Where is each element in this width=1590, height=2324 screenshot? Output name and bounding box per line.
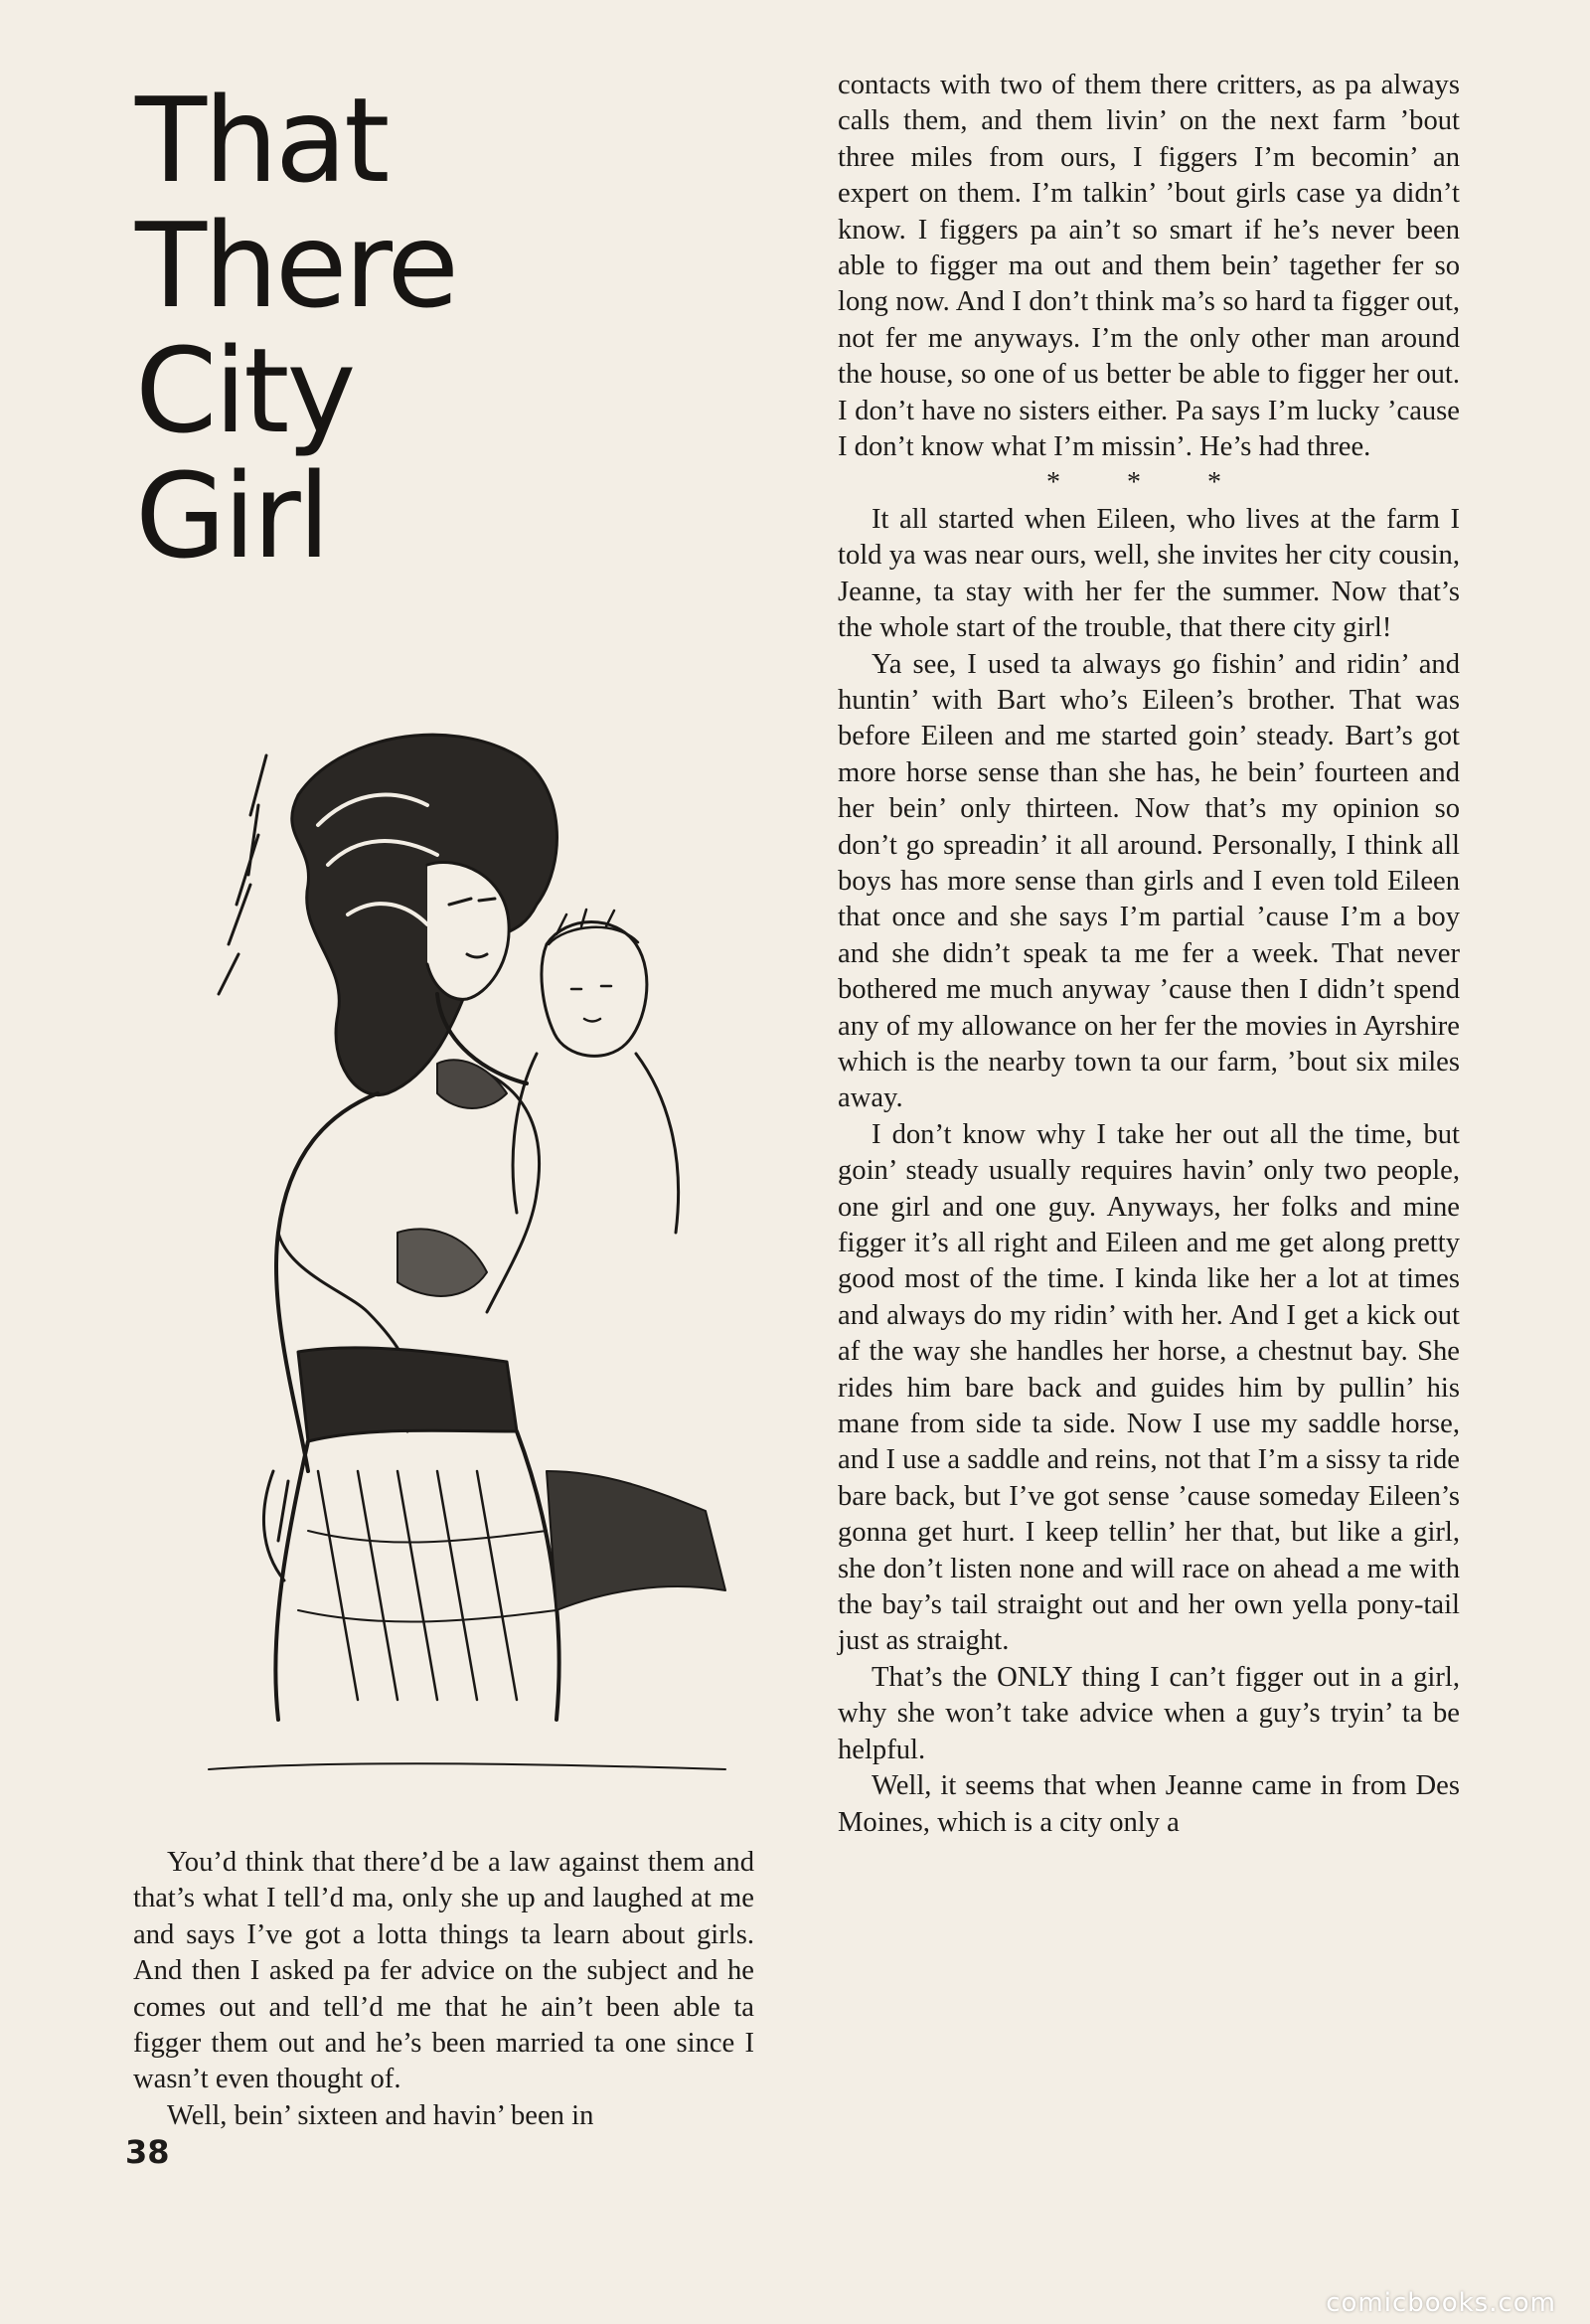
story-illustration xyxy=(189,716,745,1799)
story-title xyxy=(135,72,456,584)
title-line-2: There xyxy=(135,197,456,334)
section-separator: * * * xyxy=(1046,467,1251,499)
title-line-1: That xyxy=(135,72,388,209)
paragraph: That’s the ONLY thing I can’t figger out in a girl, why she won’t take advice when a guy’s tryin’ ta be helpful. xyxy=(838,1661,1460,1765)
paragraph: Well, it seems that when Jeanne came in from Des Moines, which is a city only a xyxy=(838,1770,1460,1838)
paragraph: contacts with two of them there critters, as pa always calls them, and them livin’ on the next farm ’bout three miles from ours, I figgers I’m becomin’ an expert on them. I’m talkin’ ’bout girls case ya didn’t know. I figgers pa ain’t so smart if he’s never been able to figger ma out and them bein’ tagether fer so long now. And I don’t think ma’s so hard ta figger out, not fer me anyways. I’m the only other man around the house, so one of us better be able to figger her out. I don’t have no sisters either. Pa says I’m lucky ’cause I don’t know what I’m missin’. He’s had three. xyxy=(838,70,1460,463)
title-line-4: Girl xyxy=(135,447,328,584)
paragraph: Ya see, I used ta always go fishin’ and ridin’ and huntin’ with Bart who’s Eileen’s brother. That was before Eileen and me started goin’ steady. Bart’s got more horse sense than she has, he bein’ fourteen and her bein’ only thirteen. Now that’s my opinion so don’t go spreadin’ it all around. Personally, I think all boys has more sense than girls and I even told Eileen that once and she says I’m partial ’cause I’m a boy and she didn’t speak ta me fer a week. That never bothered me much anyway ’cause then I didn’t spend any of my allowance on her fer the movies in Ayrshire which is the nearby town ta our farm, ’bout six miles away. xyxy=(838,648,1460,1114)
right-column xyxy=(838,68,1460,1841)
paragraph: I don’t know why I take her out all the time, but goin’ steady usually requires havin’ only two people, one girl and one guy. Anyways, her folks and mine figger it’s all right and Eileen and me get along pretty good most of the time. I kinda like her a lot at times and always do my ridin’ with her. And I get a kick out af the way she handles her horse, a chestnut bay. She rides him bare back and guides him by pullin’ his mane from side ta side. Now I use my saddle horse, and I use a saddle and reins, not that I’m a sissy ta ride bare back, but I’ve got sense ’cause someday Eileen’s gonna get hurt. I keep tellin’ her that, but like a girl, she don’t listen none and will race on ahead a me with the bay’s tail straight out and her own yella pony-tail just as straight. xyxy=(838,1118,1460,1657)
paragraph: It all started when Eileen, who lives at the farm I told ya was near ours, well, she invites her city cousin, Jeanne, ta stay with her fer the summer. Now that’s the whole start of the trouble, that there city girl! xyxy=(838,503,1460,644)
left-column xyxy=(133,1845,754,2134)
watermark: comicbooks.com xyxy=(1326,2288,1556,2318)
page-number: 38 xyxy=(125,2133,170,2171)
paragraph: Well, bein’ sixteen and havin’ been in xyxy=(167,2099,594,2131)
title-line-3: City xyxy=(135,322,354,459)
paragraph: You’d think that there’d be a law against them and that’s what I tell’d ma, only she up and laughed at me and says I’ve got a lotta things ta learn about girls. And then I asked pa fer advice on the subject and he comes out and tell’d me that he ain’t been able ta figger them out and he’s been married ta one since I wasn’t even thought of. xyxy=(133,1847,754,2095)
